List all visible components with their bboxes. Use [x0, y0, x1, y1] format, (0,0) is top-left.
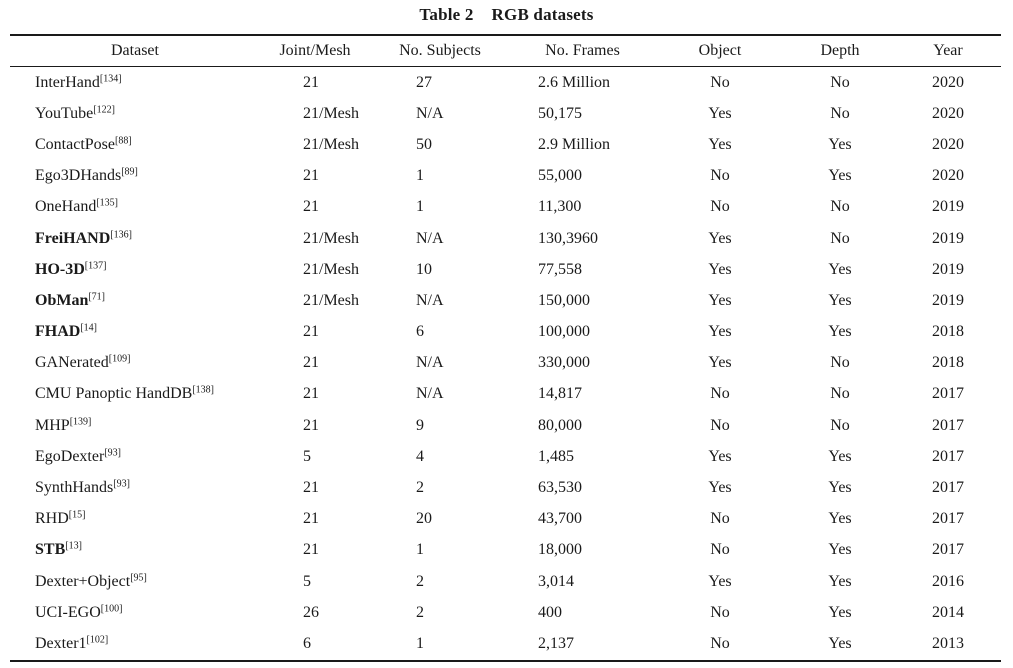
cell-year: 2017	[932, 416, 964, 434]
col-header-dataset: Dataset	[111, 42, 159, 59]
cell-dataset	[10, 628, 260, 660]
dataset-name: RHD	[35, 510, 69, 528]
citation-ref: [15]	[68, 509, 86, 521]
table-row	[10, 472, 1001, 503]
citation-ref: [71]	[88, 291, 106, 303]
cell-object: No	[710, 167, 730, 185]
cell-depth: Yes	[828, 447, 852, 465]
table-row	[10, 410, 1001, 441]
cell-frames: 2.9 Million	[538, 135, 611, 153]
cell-frames: 55,000	[538, 167, 582, 185]
dataset-name: InterHand	[35, 73, 100, 91]
citation-ref: [89]	[121, 166, 138, 178]
cell-frames: 50,175	[538, 104, 582, 122]
table-row	[10, 348, 1001, 379]
cell-subjects: 1	[416, 634, 424, 652]
table-row	[10, 317, 1001, 348]
cell-year: 2018	[932, 323, 964, 341]
cell-year: 2020	[932, 135, 964, 153]
cell-object: Yes	[708, 354, 732, 372]
cell-subjects: N/A	[416, 104, 444, 122]
cell-joint-mesh: 21	[303, 354, 319, 372]
table-title: RGB datasets	[491, 5, 594, 24]
cell-year: 2020	[932, 167, 964, 185]
cell-subjects: 1	[416, 167, 424, 185]
dataset-name: YouTube	[35, 104, 94, 122]
cell-subjects: 4	[416, 447, 424, 465]
citation-ref: [109]	[108, 353, 131, 365]
cell-subjects: 20	[416, 510, 432, 528]
cell-frames: 18,000	[538, 541, 582, 559]
cell-subjects: 10	[416, 260, 432, 278]
table-row	[10, 67, 1001, 99]
dataset-name: HO-3D	[35, 260, 85, 278]
cell-dataset	[10, 161, 260, 192]
cell-joint-mesh: 6	[303, 634, 311, 652]
cell-year: 2016	[932, 572, 964, 590]
cell-depth: No	[830, 354, 850, 372]
cell-object: Yes	[708, 323, 732, 341]
cell-joint-mesh: 21/Mesh	[303, 291, 359, 309]
cell-depth: No	[830, 385, 850, 403]
col-header-depth: Depth	[820, 42, 860, 59]
cell-object: Yes	[708, 229, 732, 247]
cell-frames: 400	[538, 603, 562, 621]
table-row	[10, 129, 1001, 160]
citation-ref: [88]	[115, 135, 132, 147]
cell-joint-mesh: 21	[303, 167, 319, 185]
table-row	[10, 441, 1001, 472]
cell-subjects: 2	[416, 479, 424, 497]
cell-joint-mesh: 5	[303, 572, 311, 590]
cell-year: 2017	[932, 479, 964, 497]
cell-object: Yes	[708, 104, 732, 122]
cell-subjects: N/A	[416, 354, 444, 372]
cell-joint-mesh: 21	[303, 323, 319, 341]
cell-dataset	[10, 379, 260, 410]
cell-joint-mesh: 21	[303, 73, 319, 91]
citation-ref: [139]	[69, 416, 92, 428]
cell-frames: 63,530	[538, 479, 582, 497]
cell-subjects: 27	[416, 73, 432, 91]
cell-frames: 130,3960	[538, 229, 598, 247]
cell-year: 2020	[932, 73, 964, 91]
citation-ref: [102]	[86, 634, 109, 646]
cell-frames: 2.6 Million	[538, 73, 611, 91]
cell-dataset	[10, 192, 260, 223]
dataset-name: STB	[35, 541, 66, 559]
cell-subjects: 50	[416, 135, 432, 153]
cell-joint-mesh: 21	[303, 416, 319, 434]
cell-depth: Yes	[828, 479, 852, 497]
table-row	[10, 223, 1001, 254]
cell-dataset	[10, 472, 260, 503]
dataset-name: OneHand	[35, 198, 97, 216]
table-row	[10, 98, 1001, 129]
cell-dataset	[10, 566, 260, 597]
table-row	[10, 379, 1001, 410]
table-caption	[0, 5, 1013, 25]
cell-dataset	[10, 254, 260, 285]
cell-dataset	[10, 317, 260, 348]
cell-object: No	[710, 416, 730, 434]
cell-dataset	[10, 98, 260, 129]
cell-year: 2017	[932, 510, 964, 528]
cell-subjects: N/A	[416, 291, 444, 309]
cell-depth: Yes	[828, 572, 852, 590]
cell-depth: Yes	[828, 167, 852, 185]
cell-object: Yes	[708, 291, 732, 309]
cell-frames: 3,014	[538, 572, 574, 590]
col-header-frames: No. Frames	[545, 42, 620, 59]
table-header-row	[10, 35, 1001, 67]
cell-depth: No	[830, 104, 850, 122]
cell-dataset	[10, 223, 260, 254]
cell-depth: No	[830, 198, 850, 216]
cell-year: 2020	[932, 104, 964, 122]
cell-subjects: 9	[416, 416, 424, 434]
cell-object: Yes	[708, 572, 732, 590]
cell-year: 2017	[932, 447, 964, 465]
cell-depth: Yes	[828, 541, 852, 559]
cell-frames: 77,558	[538, 260, 582, 278]
rgb-datasets-table	[10, 34, 1001, 662]
cell-joint-mesh: 21/Mesh	[303, 229, 359, 247]
dataset-name: GANerated	[35, 354, 109, 372]
cell-joint-mesh: 26	[303, 603, 319, 621]
cell-frames: 150,000	[538, 291, 590, 309]
cell-dataset	[10, 129, 260, 160]
cell-frames: 11,300	[538, 198, 582, 216]
citation-ref: [100]	[100, 603, 123, 615]
cell-depth: No	[830, 416, 850, 434]
cell-object: No	[710, 385, 730, 403]
cell-depth: Yes	[828, 260, 852, 278]
col-header-joint-mesh: Joint/Mesh	[279, 42, 351, 59]
cell-subjects: N/A	[416, 229, 444, 247]
dataset-name: Ego3DHands	[35, 167, 122, 185]
cell-dataset	[10, 348, 260, 379]
citation-ref: [122]	[93, 104, 115, 116]
cell-dataset	[10, 285, 260, 316]
cell-subjects: 1	[416, 541, 424, 559]
cell-dataset	[10, 504, 260, 535]
cell-year: 2019	[932, 198, 964, 216]
cell-depth: Yes	[828, 634, 852, 652]
dataset-name: EgoDexter	[35, 447, 105, 465]
table-row	[10, 161, 1001, 192]
col-header-subjects: No. Subjects	[399, 42, 481, 59]
cell-joint-mesh: 21	[303, 541, 319, 559]
dataset-name: FreiHAND	[35, 229, 111, 247]
cell-object: No	[710, 541, 730, 559]
cell-frames: 43,700	[538, 510, 582, 528]
dataset-name: Dexter+Object	[35, 572, 131, 590]
cell-year: 2017	[932, 385, 964, 403]
cell-object: No	[710, 634, 730, 652]
cell-joint-mesh: 21/Mesh	[303, 104, 359, 122]
table-row	[10, 192, 1001, 223]
cell-dataset	[10, 410, 260, 441]
citation-ref: [138]	[192, 384, 214, 396]
cell-joint-mesh: 21	[303, 479, 319, 497]
dataset-name: ContactPose	[35, 135, 115, 153]
citation-ref: [95]	[130, 572, 147, 584]
cell-joint-mesh: 21/Mesh	[303, 260, 359, 278]
cell-object: Yes	[708, 135, 732, 153]
cell-year: 2017	[932, 541, 964, 559]
dataset-name: SynthHands	[35, 479, 114, 497]
cell-object: No	[710, 510, 730, 528]
cell-year: 2013	[932, 634, 964, 652]
cell-depth: No	[830, 73, 850, 91]
dataset-name: UCI-EGO	[35, 603, 101, 621]
cell-joint-mesh: 21	[303, 510, 319, 528]
cell-subjects: 6	[416, 323, 424, 341]
citation-ref: [135]	[96, 197, 118, 209]
cell-object: Yes	[708, 260, 732, 278]
table-row	[10, 504, 1001, 535]
citation-ref: [93]	[104, 447, 121, 459]
cell-object: No	[710, 603, 730, 621]
cell-frames: 14,817	[538, 385, 582, 403]
cell-year: 2019	[932, 291, 964, 309]
cell-joint-mesh: 21/Mesh	[303, 135, 359, 153]
cell-dataset	[10, 441, 260, 472]
cell-joint-mesh: 21	[303, 385, 319, 403]
col-header-year: Year	[933, 42, 963, 59]
citation-ref: [137]	[84, 260, 107, 272]
citation-ref: [93]	[113, 478, 130, 490]
cell-subjects: 1	[416, 198, 424, 216]
cell-year: 2018	[932, 354, 964, 372]
cell-object: Yes	[708, 479, 732, 497]
cell-subjects: 2	[416, 572, 424, 590]
cell-frames: 330,000	[538, 354, 590, 372]
table-row	[10, 566, 1001, 597]
cell-depth: Yes	[828, 135, 852, 153]
dataset-name: ObMan	[35, 291, 89, 309]
cell-object: Yes	[708, 447, 732, 465]
col-header-object: Object	[698, 42, 742, 59]
cell-year: 2019	[932, 260, 964, 278]
cell-depth: Yes	[828, 603, 852, 621]
cell-joint-mesh: 5	[303, 447, 311, 465]
dataset-name: MHP	[35, 416, 70, 434]
dataset-name: CMU Panoptic HandDB	[35, 385, 193, 403]
citation-ref: [136]	[110, 229, 132, 241]
cell-depth: Yes	[828, 323, 852, 341]
table-row	[10, 535, 1001, 566]
cell-object: No	[710, 73, 730, 91]
cell-depth: Yes	[828, 510, 852, 528]
table-row	[10, 597, 1001, 628]
table-row	[10, 254, 1001, 285]
dataset-name: Dexter1	[35, 634, 87, 652]
cell-frames: 1,485	[538, 447, 574, 465]
cell-dataset	[10, 597, 260, 628]
cell-year: 2014	[932, 603, 964, 621]
cell-dataset	[10, 535, 260, 566]
cell-depth: No	[830, 229, 850, 247]
table-row	[10, 285, 1001, 316]
cell-object: No	[710, 198, 730, 216]
cell-frames: 80,000	[538, 416, 582, 434]
cell-depth: Yes	[828, 291, 852, 309]
table-number: Table 2	[419, 5, 474, 24]
table-row	[10, 628, 1001, 660]
dataset-name: FHAD	[35, 323, 81, 341]
cell-subjects: N/A	[416, 385, 444, 403]
cell-year: 2019	[932, 229, 964, 247]
cell-subjects: 2	[416, 603, 424, 621]
citation-ref: [134]	[99, 73, 122, 85]
cell-joint-mesh: 21	[303, 198, 319, 216]
cell-frames: 100,000	[538, 323, 590, 341]
table-body	[10, 67, 1001, 661]
citation-ref: [13]	[65, 540, 82, 552]
cell-frames: 2,137	[538, 634, 574, 652]
cell-dataset	[10, 67, 260, 99]
citation-ref: [14]	[80, 322, 97, 334]
